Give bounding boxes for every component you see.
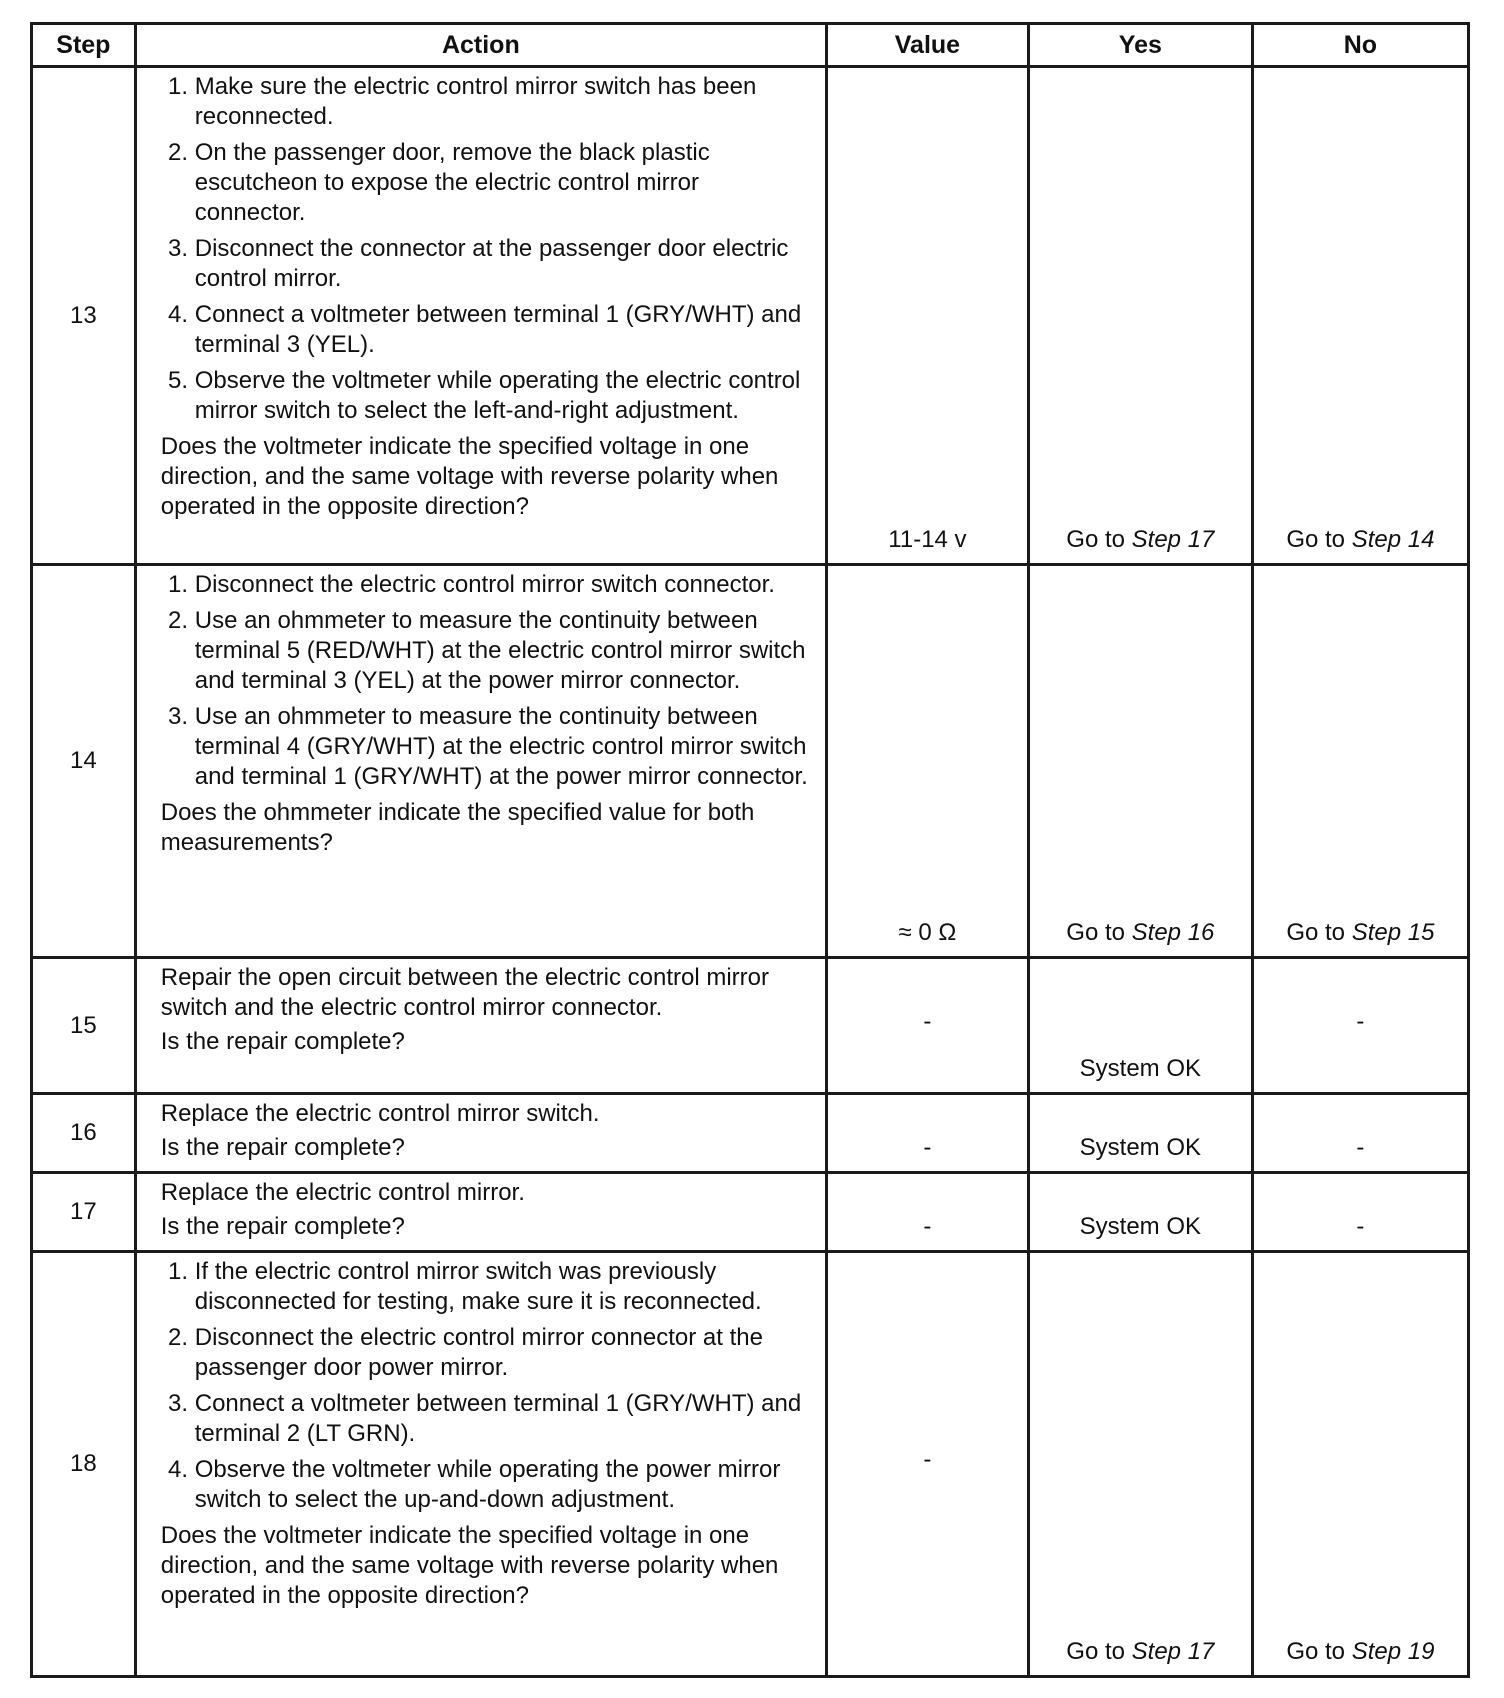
yes-prefix: Go to bbox=[1066, 526, 1125, 553]
table-row-step-13 bbox=[32, 67, 1469, 565]
header-row bbox=[32, 24, 1469, 67]
no-prefix: Go to bbox=[1286, 919, 1346, 946]
yes-step-link[interactable]: Step 16 bbox=[1131, 919, 1215, 946]
no-cell bbox=[1252, 1252, 1468, 1677]
yes-cell: System OK bbox=[1028, 1094, 1252, 1173]
action-question: Does the voltmeter indicate the specified voltage in one direction, and the same voltage with reverse polarity when operated in the opposite direction? bbox=[160, 433, 779, 520]
no-cell bbox=[1252, 67, 1468, 565]
action-question: Is the repair complete? bbox=[160, 1134, 405, 1161]
action-cell bbox=[135, 565, 826, 958]
header-value: Value bbox=[826, 24, 1028, 67]
action-step-item: 5. Observe the voltmeter while operating the electric control mirror switch to select the left-and-right adjustment. bbox=[195, 366, 811, 426]
value-cell: - bbox=[826, 1094, 1028, 1173]
yes-cell bbox=[1028, 1252, 1252, 1677]
no-step-link[interactable]: Step 15 bbox=[1351, 919, 1435, 946]
step-number: 16 bbox=[32, 1094, 136, 1173]
yes-prefix: Go to bbox=[1066, 1638, 1125, 1665]
yes-step-link[interactable]: Step 17 bbox=[1131, 1638, 1215, 1665]
yes-cell: System OK bbox=[1028, 958, 1252, 1094]
table-row-step-16 bbox=[32, 1094, 1469, 1173]
no-cell bbox=[1252, 565, 1468, 958]
value-cell: - bbox=[826, 958, 1028, 1094]
table-row-step-15 bbox=[32, 958, 1469, 1094]
action-cell bbox=[135, 1173, 826, 1252]
table-row-step-14 bbox=[32, 565, 1469, 958]
action-step-item: 2. Disconnect the electric control mirror connector at the passenger door power mirror. bbox=[195, 1323, 811, 1383]
yes-cell: System OK bbox=[1028, 1173, 1252, 1252]
step-number: 18 bbox=[32, 1252, 136, 1677]
action-cell bbox=[135, 67, 826, 565]
header-yes: Yes bbox=[1028, 24, 1252, 67]
action-step-item: 4. Observe the voltmeter while operating the power mirror switch to select the up-and-down adjustment. bbox=[195, 1455, 811, 1515]
action-cell bbox=[135, 958, 826, 1094]
no-step-link[interactable]: Step 19 bbox=[1351, 1638, 1435, 1665]
action-question: Does the ohmmeter indicate the specified value for both measurements? bbox=[160, 799, 755, 856]
action-step-item: 3. Use an ohmmeter to measure the continuity between terminal 4 (GRY/WHT) at the electric control mirror switch and terminal 1 (GRY/WHT) at the power mirror connector. bbox=[195, 702, 811, 792]
table-row-step-17 bbox=[32, 1173, 1469, 1252]
yes-prefix: Go to bbox=[1066, 919, 1125, 946]
action-step-item: 3. Disconnect the connector at the passenger door electric control mirror. bbox=[195, 234, 811, 294]
action-text: Replace the electric control mirror. bbox=[160, 1179, 525, 1206]
value-cell: 11-14 v bbox=[826, 67, 1028, 565]
value-cell: - bbox=[826, 1252, 1028, 1677]
step-number: 15 bbox=[32, 958, 136, 1094]
action-step-item: 1. If the electric control mirror switch was previously disconnected for testing, make sure it is reconnected. bbox=[195, 1257, 811, 1317]
action-steps bbox=[161, 570, 811, 792]
header-action: Action bbox=[135, 24, 826, 67]
yes-step-link[interactable]: Step 17 bbox=[1131, 526, 1215, 553]
value-cell: - bbox=[826, 1173, 1028, 1252]
action-step-item: 4. Connect a voltmeter between terminal 1 (GRY/WHT) and terminal 3 (YEL). bbox=[195, 300, 811, 360]
action-step-item: 2. Use an ohmmeter to measure the continuity between terminal 5 (RED/WHT) at the electric control mirror switch and terminal 3 (YEL) at the power mirror connector. bbox=[195, 606, 811, 696]
diagnostic-table bbox=[30, 22, 1470, 1678]
action-cell bbox=[135, 1094, 826, 1173]
no-prefix: Go to bbox=[1286, 1638, 1346, 1665]
action-question: Does the voltmeter indicate the specified voltage in one direction, and the same voltage with reverse polarity when operated in the opposite direction? bbox=[160, 1522, 779, 1609]
header-step: Step bbox=[32, 24, 136, 67]
action-steps bbox=[161, 1257, 811, 1515]
action-question: Is the repair complete? bbox=[160, 1028, 405, 1055]
no-prefix: Go to bbox=[1286, 526, 1346, 553]
action-text: Replace the electric control mirror switch. bbox=[160, 1100, 600, 1127]
value-cell: ≈ 0 Ω bbox=[826, 565, 1028, 958]
step-number: 13 bbox=[32, 67, 136, 565]
no-cell: - bbox=[1252, 1094, 1468, 1173]
action-step-item: 1. Disconnect the electric control mirror switch connector. bbox=[195, 570, 811, 600]
no-step-link[interactable]: Step 14 bbox=[1351, 526, 1435, 553]
no-cell: - bbox=[1252, 958, 1468, 1094]
action-steps bbox=[161, 72, 811, 426]
action-cell bbox=[135, 1252, 826, 1677]
table-row-step-18 bbox=[32, 1252, 1469, 1677]
action-step-item: 1. Make sure the electric control mirror switch has been reconnected. bbox=[195, 72, 811, 132]
yes-cell bbox=[1028, 565, 1252, 958]
step-number: 14 bbox=[32, 565, 136, 958]
action-question: Is the repair complete? bbox=[160, 1213, 405, 1240]
action-step-item: 3. Connect a voltmeter between terminal 1 (GRY/WHT) and terminal 2 (LT GRN). bbox=[195, 1389, 811, 1449]
step-number: 17 bbox=[32, 1173, 136, 1252]
action-step-item: 2. On the passenger door, remove the black plastic escutcheon to expose the electric control mirror connector. bbox=[195, 138, 811, 228]
no-cell: - bbox=[1252, 1173, 1468, 1252]
action-text: Repair the open circuit between the electric control mirror switch and the electric control mirror connector. bbox=[160, 964, 770, 1021]
header-no: No bbox=[1252, 24, 1468, 67]
yes-cell bbox=[1028, 67, 1252, 565]
